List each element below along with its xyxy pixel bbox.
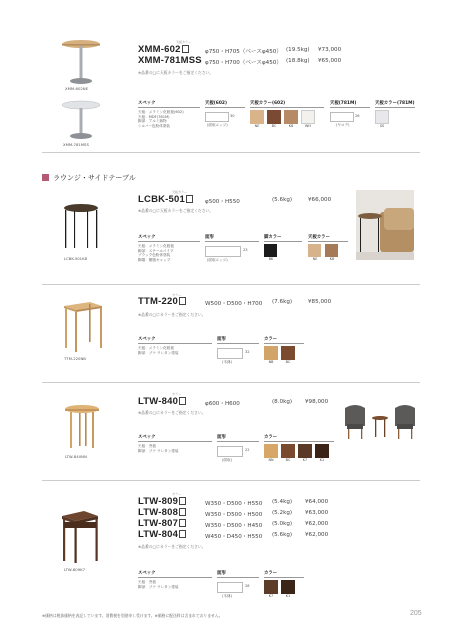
swatch-k7: [298, 444, 312, 458]
edge-value-ltw809: 28: [245, 584, 250, 588]
lcbk-caption: LCBK-501K8: [64, 256, 87, 261]
spec-text-lcbk: 天板：メラミン化粧板 脚部：スチールパイプ ブラック色粉体塗装 脚端：樹脂キャップ: [138, 244, 174, 262]
rule: [205, 241, 259, 242]
rule: [138, 441, 212, 442]
weight-ltw-840: (8.0kg): [272, 399, 293, 405]
color-label-ltw840: カラー: [264, 435, 278, 440]
ltw-809-caption: LTW-809K7: [64, 567, 86, 572]
size-xmm-602: φ750・H705（ベースφ450）: [205, 49, 282, 55]
weight-lcbk: (5.6kg): [272, 197, 293, 203]
model-ltw-807: LTW-807: [138, 518, 186, 529]
edge2-profile-xmm: [330, 112, 354, 122]
model-xmm-781: XMM-781MSS: [138, 55, 202, 66]
edge-profile-ttm: [217, 348, 243, 359]
note-ltw-840: ※品番の□にカラーをご指定ください。: [138, 410, 206, 415]
swatch-nb: [264, 346, 278, 360]
swatch-bc: [281, 444, 295, 458]
weight-ttm: (7.6kg): [272, 299, 293, 305]
lcbk-image: [60, 202, 102, 252]
spec-text-ltw840: 天板：突板 脚部：ブナ ウレタン塗装: [138, 444, 179, 453]
section-title: ラウンジ・サイドテーブル: [53, 174, 136, 182]
note-ltw-809: ※品番の□にカラーをご指定ください。: [138, 544, 206, 549]
swatch-ne: [250, 110, 264, 124]
color-tag: 天板カラー: [176, 40, 192, 44]
rule: [330, 107, 370, 108]
swatches-ltw809: K7 K1: [264, 580, 295, 598]
edge-label-ltw840: 面形: [217, 435, 226, 440]
swatch-k7: [264, 580, 278, 594]
rule: [264, 343, 304, 344]
swatch-nn: [264, 444, 278, 458]
edge-profile-lcbk: [205, 246, 241, 257]
spec-text-xmm: 天板：メラミン化粧板(602) 天板：MDF(781M) 脚部：アルミ鋳物 シルバー色粉体塗装: [138, 110, 184, 128]
rule: [217, 441, 259, 442]
xmm-781-caption: XMM-781MSS: [63, 142, 89, 147]
edge-label-ltw809: 面形: [217, 571, 226, 576]
model-ltw-804: LTW-804: [138, 529, 186, 540]
edge2-value-xmm: 26: [355, 114, 360, 118]
swatch-bk: BK: [264, 244, 278, 261]
weight-xmm-781: (18.8kg): [286, 58, 310, 64]
color2-label-xmm: 天板カラー(781M): [375, 101, 415, 106]
xmm-602-image: [60, 38, 102, 86]
xmm-602-caption: XMM-602NE: [65, 86, 89, 91]
spec-label-ltw840: スペック: [138, 435, 156, 440]
edge-caption-ltw809: (木縁): [222, 594, 232, 598]
price-ltw-804: ¥62,000: [305, 532, 329, 538]
note-ttm: ※品番の□にカラーをご指定ください。: [138, 312, 206, 317]
page-number: 205: [410, 610, 422, 617]
spec-text-ltw809: 天板：突板 脚部：ブナ ウレタン塗装: [138, 580, 179, 589]
color-label-ttm: カラー: [264, 337, 278, 342]
swatch-k8: [284, 110, 298, 124]
weight-xmm-602: (19.5kg): [286, 47, 310, 53]
swatch-ss: SS: [375, 110, 389, 128]
size-ltw-807: W350・D500・H450: [205, 523, 263, 529]
divider: [42, 284, 420, 285]
color-tag-ltw840: カラー: [172, 392, 182, 396]
model-ltw-809: LTW-809: [138, 496, 186, 507]
price-xmm-781: ¥65,000: [318, 58, 342, 64]
rule: [217, 577, 259, 578]
price-ltw-809: ¥64,000: [305, 499, 329, 505]
model-ltw-808: LTW-808: [138, 507, 186, 518]
spec-label-ttm: スペック: [138, 337, 156, 342]
rule: [375, 107, 415, 108]
color-tag-ttm: カラー: [172, 293, 182, 297]
swatch-k8: [325, 244, 338, 257]
edge-profile-ltw840: [217, 446, 243, 457]
spec-label-lcbk: スペック: [138, 235, 156, 240]
ltw-840-caption: LTW-840NN: [65, 454, 87, 459]
swatch-bc: [281, 346, 295, 360]
edge-profile-ltw809: [217, 582, 243, 593]
rule: [264, 241, 302, 242]
note-lcbk: ※品番の□に天板カラーをご指定ください。: [138, 208, 214, 213]
note-xmm: ※品番の□に天板カラーをご指定ください。: [138, 70, 214, 75]
color-tag-lcbk: 天板カラー: [172, 190, 188, 194]
rule: [217, 343, 259, 344]
spec-text-ttm: 天板：メラミン化粧板 脚部：ブナ ウレタン塗装: [138, 346, 179, 355]
color-label-ltw809: カラー: [264, 571, 278, 576]
edge-label-ttm: 面形: [217, 337, 226, 342]
swatches-lcbk-top: NE K8: [308, 244, 339, 261]
rule: [264, 441, 334, 442]
edge-label-lcbk: 面形: [205, 235, 214, 240]
divider: [42, 152, 420, 153]
price-ltw-840: ¥98,000: [305, 399, 329, 405]
rule: [250, 107, 324, 108]
size-xmm-781: φ750・H700（ベースφ450）: [205, 60, 282, 66]
rule: [138, 577, 212, 578]
swatches-xmm: NE BC K8 WH: [250, 110, 315, 128]
footer-note: ※価格は税抜価格を表記しています。消費税を別途申し受けます。※価格に配送料は含まれておりません。: [42, 613, 223, 618]
model-ttm: TTM-220: [138, 296, 186, 307]
swatch-k1: [315, 444, 329, 458]
size-ltw-840: φ600・H600: [205, 401, 240, 407]
ltw-809-image: [60, 508, 100, 564]
size-lcbk: φ500・H550: [205, 199, 240, 205]
price-ttm: ¥85,000: [308, 299, 332, 305]
edge-caption-xmm: (面取エッジ): [207, 123, 228, 127]
rule: [264, 577, 304, 578]
xmm-781-image: [60, 100, 102, 140]
weight-ltw-808: (5.2kg): [272, 510, 293, 516]
size-ltw-808: W350・D500・H500: [205, 512, 263, 518]
color-tag-ltw809: カラー: [172, 492, 182, 496]
divider: [42, 382, 420, 383]
price-ltw-807: ¥62,000: [305, 521, 329, 527]
edge-caption-ltw840: (面取): [222, 458, 232, 462]
color-label-xmm: 天板カラー(602): [250, 101, 286, 106]
rule: [205, 107, 245, 108]
edge-profile-xmm: [205, 112, 229, 122]
weight-ltw-807: (5.0kg): [272, 521, 293, 527]
swatch-wh: [301, 110, 315, 124]
size-ttm: W500・D500・H700: [205, 301, 263, 307]
swatches-ltw840: NN BC K7 K1: [264, 444, 329, 462]
leg-label-lcbk: 脚カラー: [264, 235, 282, 240]
rule: [138, 241, 200, 242]
section-marker: [42, 174, 49, 181]
swatch-bc: [267, 110, 281, 124]
price-lcbk: ¥66,000: [308, 197, 332, 203]
edge-caption-lcbk: (面取エッジ): [207, 258, 228, 262]
rule: [138, 343, 212, 344]
edge-label-xmm: 天板(602): [205, 101, 227, 106]
price-xmm-602: ¥73,000: [318, 47, 342, 53]
spec-label-xmm: スペック: [138, 101, 156, 106]
price-ltw-808: ¥63,000: [305, 510, 329, 516]
rule: [308, 241, 348, 242]
edge-value-lcbk: 23: [243, 248, 248, 252]
edge2-caption-xmm: (ヤロデ): [336, 123, 350, 127]
edge2-label-xmm: 天板(781M): [330, 101, 357, 106]
ttm-image: [60, 300, 104, 352]
swatch-ne: [308, 244, 321, 257]
size-ltw-804: W450・D450・H550: [205, 534, 263, 540]
ltw-840-photo: [343, 400, 417, 440]
edge-value-ttm: 32: [245, 350, 250, 354]
swatches-ttm: NB BC: [264, 346, 295, 364]
model-ltw-840: LTW-840: [138, 396, 186, 407]
divider: [42, 480, 420, 481]
lcbk-photo: [356, 190, 414, 260]
edge-caption-ttm: (木縁): [222, 360, 232, 364]
edge-value-ltw840: 22: [245, 448, 250, 452]
rule: [138, 107, 200, 108]
swatch-k1: [281, 580, 295, 594]
ltw-840-image: [62, 404, 102, 450]
weight-ltw-809: (5.4kg): [272, 499, 293, 505]
ttm-caption: TTM-220NB: [64, 356, 86, 361]
size-ltw-809: W350・D500・H550: [205, 501, 263, 507]
model-lcbk: LCBK-501: [138, 194, 193, 205]
model-xmm-602: XMM-602: [138, 44, 189, 55]
top-label-lcbk: 天板カラー: [308, 235, 330, 240]
weight-ltw-804: (5.6kg): [272, 532, 293, 538]
spec-label-ltw809: スペック: [138, 571, 156, 576]
edge-value-xmm: 30: [230, 114, 235, 118]
